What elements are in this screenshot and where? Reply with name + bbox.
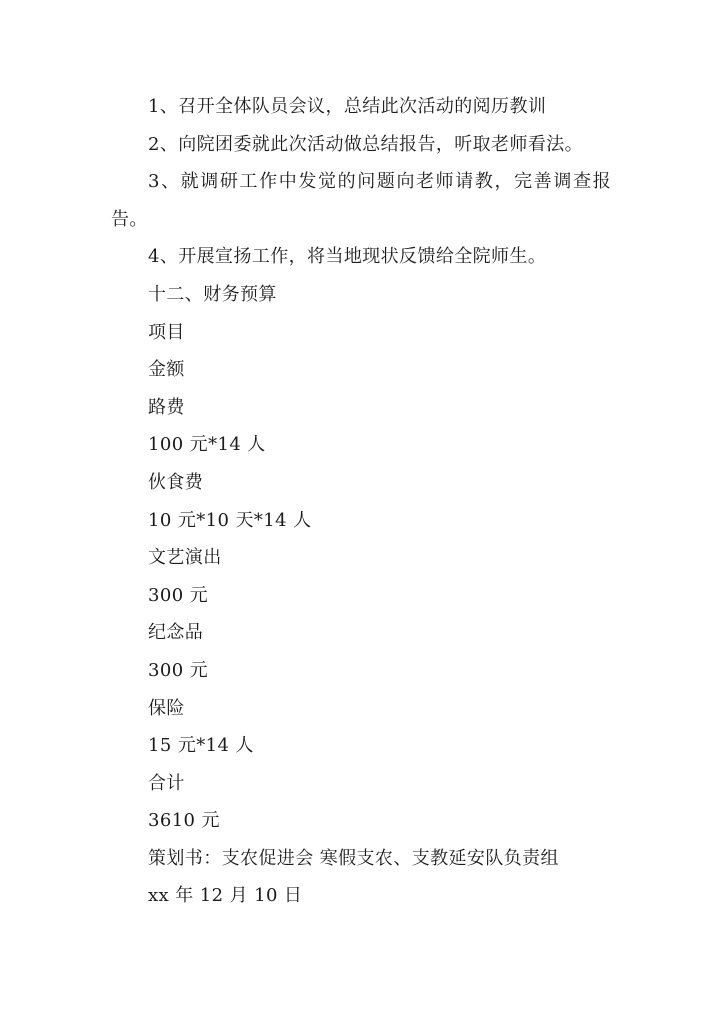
paragraph-item-1: 1、召开全体队员会议，总结此次活动的阅历教训 xyxy=(148,96,547,117)
budget-column-amount: 金额 xyxy=(148,359,185,381)
paragraph-item-2: 2、向院团委就此次活动做总结报告，听取老师看法。 xyxy=(148,133,584,155)
budget-item-food: 伙食费 xyxy=(148,471,204,493)
budget-total-value: 3610 元 xyxy=(148,810,220,832)
budget-amount-souvenir: 300 元 xyxy=(148,659,209,681)
budget-column-item: 项目 xyxy=(148,321,185,343)
paragraph-item-4: 4、开展宣扬工作，将当地现状反馈给全院师生。 xyxy=(148,246,547,268)
budget-item-insurance: 保险 xyxy=(148,697,185,719)
budget-item-travel: 路费 xyxy=(148,396,185,418)
document-body xyxy=(111,88,611,915)
budget-item-souvenir: 纪念品 xyxy=(148,622,204,644)
budget-amount-performance: 300 元 xyxy=(148,584,209,606)
section-heading-budget: 十二、财务预算 xyxy=(148,283,277,305)
budget-amount-travel: 100 元*14 人 xyxy=(148,434,266,456)
budget-item-performance: 文艺演出 xyxy=(148,547,222,569)
budget-amount-insurance: 15 元*14 人 xyxy=(148,735,254,757)
budget-total-label: 合计 xyxy=(148,772,185,794)
paragraph-item-3: 3、就调研工作中发觉的问题向老师请教，完善调查报告。 xyxy=(111,171,611,230)
budget-amount-food: 10 元*10 天*14 人 xyxy=(148,509,312,531)
signature-line: 策划书：支农促进会 寒假支农、支教延安队负责组 xyxy=(148,847,559,869)
date-line: xx 年 12 月 10 日 xyxy=(148,885,303,907)
